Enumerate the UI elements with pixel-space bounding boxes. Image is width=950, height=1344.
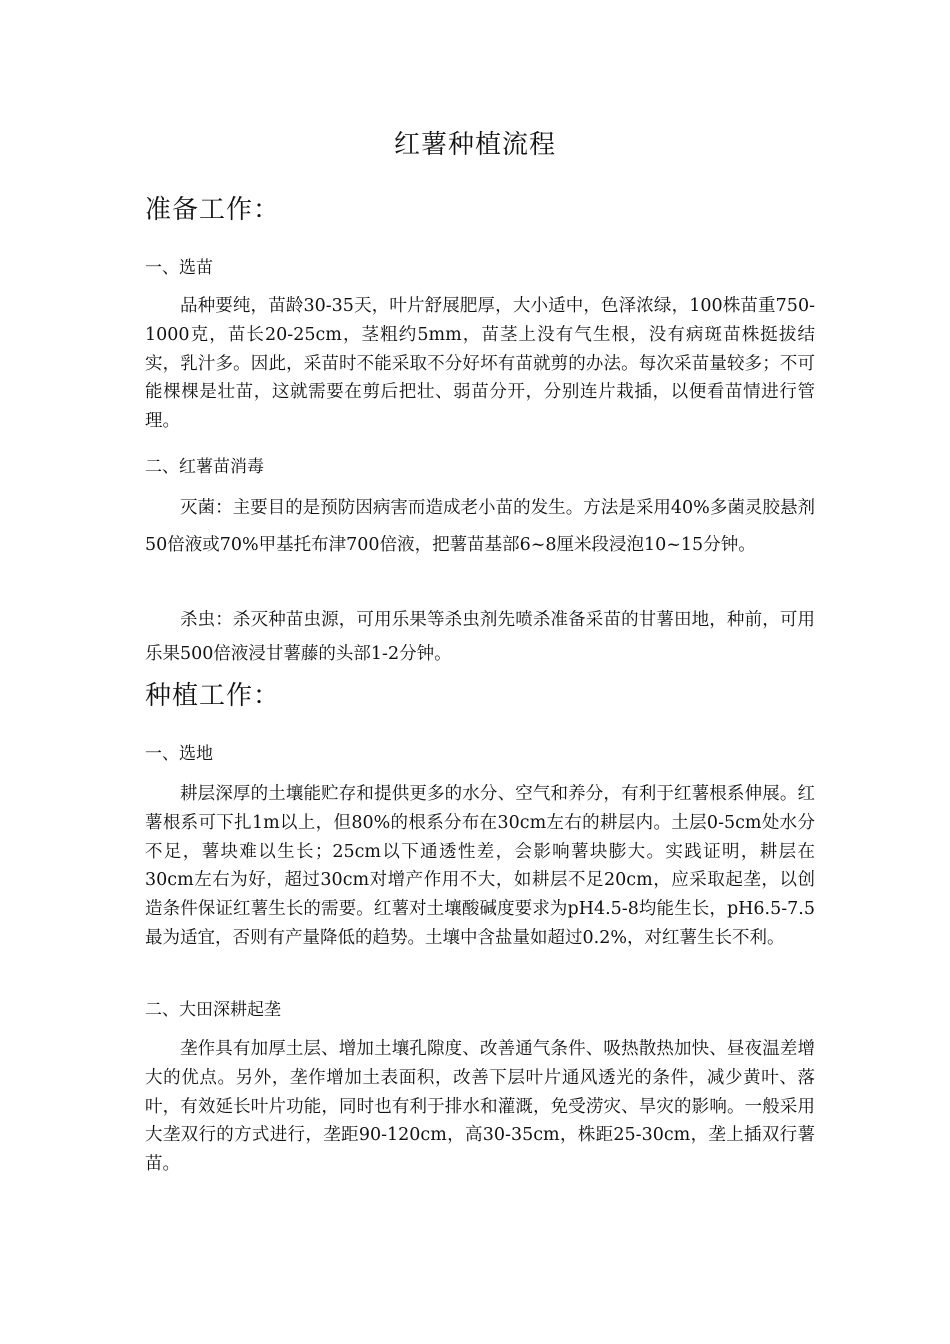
paragraph-select-seedlings: 品种要纯，苗龄30-35天，叶片舒展肥厚，大小适中，色泽浓绿，100株苗重750-1000克，苗长20-25cm，茎粗约5mm，苗茎上没有气生根，没有病斑苗株挺拔结实，乳汁多。因此，采苗时不能采取不分好坏有苗就剪的办法。每次采苗量较多；不可能棵棵是壮苗，这就需要在剪后把壮、弱苗分开，分别连片栽插，以便看苗情进行管理。: [145, 296, 815, 432]
subheading-deep-plowing-ridging: 二、大田深耕起垄: [145, 1000, 281, 1020]
paragraph-deep-plowing-ridging: 垄作具有加厚土层、增加土壤孔隙度、改善通气条件、吸热散热加快、昼夜温差增大的优点。另外，垄作增加土表面积，改善下层叶片通风透光的条件，减少黄叶、落叶，有效延长叶片功能，同时也有利于排水和灌溉，免受涝灾、旱灾的影响。一般采用大垄双行的方式进行，垄距90-120cm，高30-35cm，株距25-30cm，垄上插双行薯苗。: [145, 1039, 815, 1175]
paragraph-sterilization: 灭菌：主要目的是预防因病害而造成老小苗的发生。方法是采用40%多菌灵胶悬剂50倍液或70%甲基托布津700倍液，把薯苗基部6~8厘米段浸泡10~15分钟。: [145, 498, 815, 555]
document-title: 红薯种植流程: [393, 130, 556, 160]
paragraph-insecticide: 杀虫：杀灭种苗虫源，可用乐果等杀虫剂先喷杀准备采苗的甘薯田地，种前，可用乐果500倍液浸甘薯藤的头部1-2分钟。: [145, 610, 815, 664]
subheading-select-land: 一、选地: [145, 744, 213, 764]
paragraph-select-land: 耕层深厚的土壤能贮存和提供更多的水分、空气和养分，有利于红薯根系伸展。红薯根系可下扎1m以上，但80%的根系分布在30cm左右的耕层内。土层0-5cm处水分不足，薯块难以生长；25cm以下通透性差，会影响薯块膨大。实践证明，耕层在30cm左右为好，超过30cm对增产作用不大，如耕层不足20cm，应采取起垄，以创造条件保证红薯生长的需要。红薯对土壤酸碱度要求为pH4.5-8均能生长，pH6.5-7.5最为适宜，否则有产量降低的趋势。土壤中含盐量如超过0.2%，对红薯生长不利。: [145, 784, 815, 948]
section-heading-preparation: 准备工作：: [145, 195, 281, 225]
subheading-seedling-disinfection: 二、红薯苗消毒: [145, 457, 264, 477]
subheading-select-seedlings: 一、选苗: [145, 258, 213, 278]
section-heading-planting: 种植工作：: [145, 681, 281, 711]
